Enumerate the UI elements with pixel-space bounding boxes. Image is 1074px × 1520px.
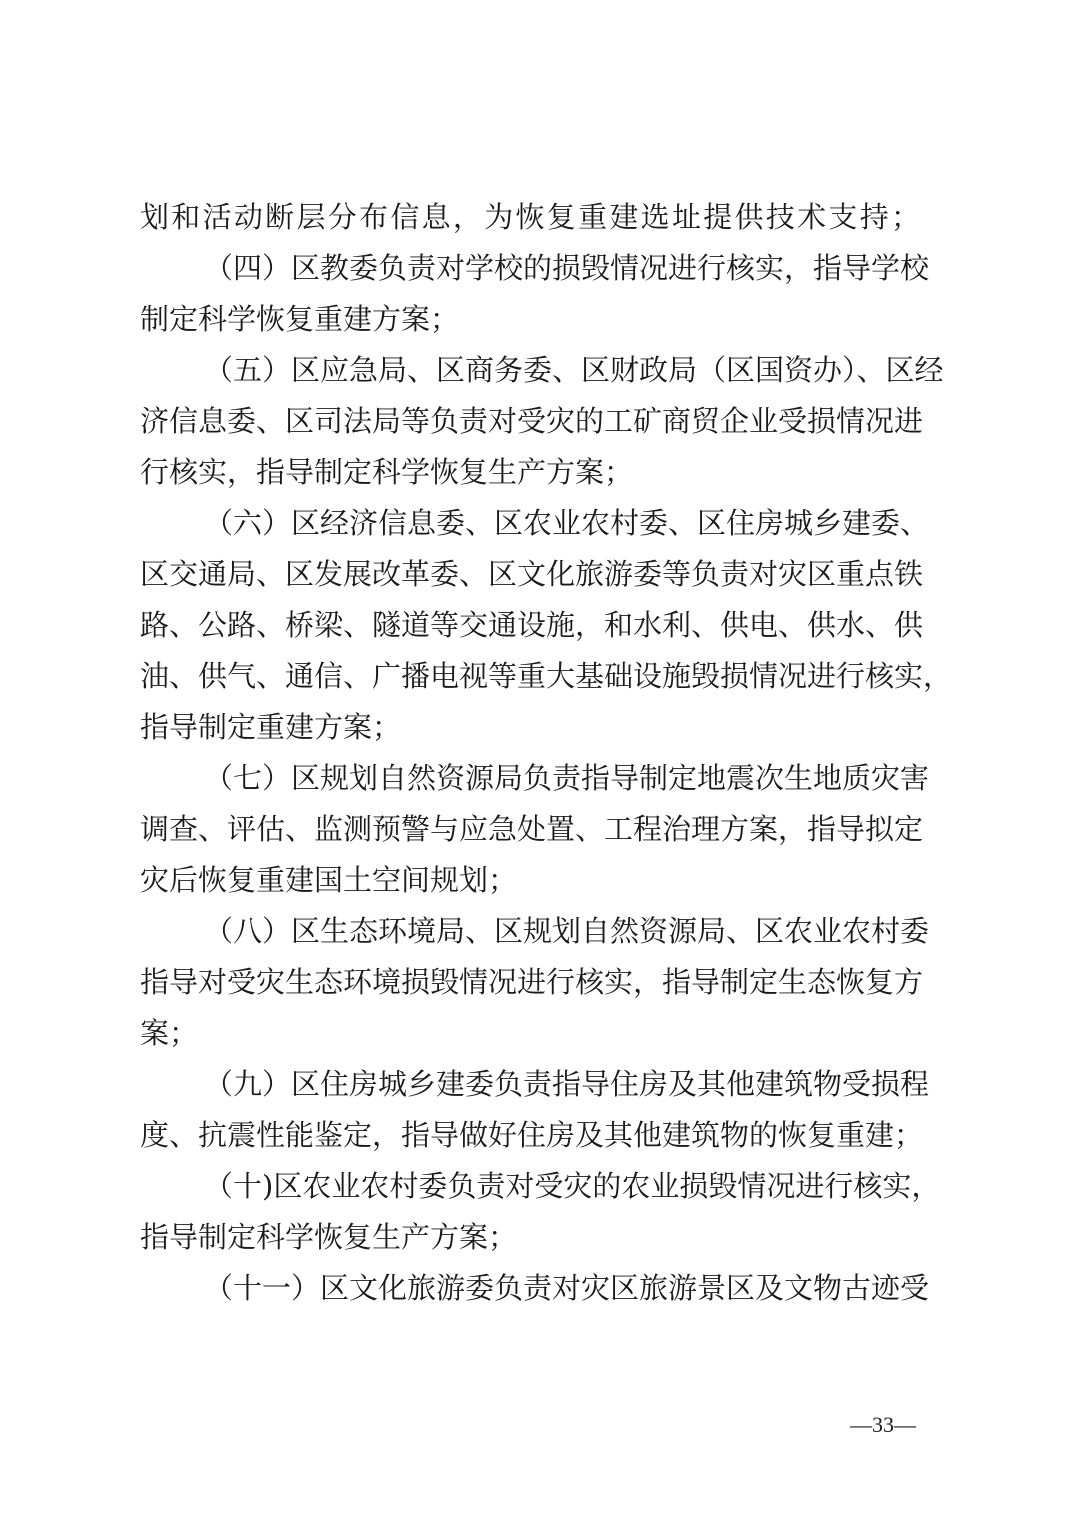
text-line: （四）区教委负责对学校的损毁情况进行核实，指导学校 bbox=[204, 251, 930, 285]
text-line: 度、抗震性能鉴定，指导做好住房及其他建筑物的恢复重建； bbox=[140, 1118, 924, 1152]
text-line: 区交通局、区发展改革委、区文化旅游委等负责对灾区重点铁 bbox=[140, 557, 924, 591]
text-line: 划和活动断层分布信息，为恢复重建选址提供技术支持； bbox=[140, 200, 920, 234]
page-number: —33— bbox=[850, 1412, 916, 1437]
text-line: （十)区农业农村委负责对受灾的农业损毁情况进行核实， bbox=[204, 1169, 941, 1203]
text-line: （五）区应急局、区商务委、区财政局（区国资办）、区经 bbox=[204, 353, 944, 387]
text-line: （十一）区文化旅游委负责对灾区旅游景区及文物古迹受 bbox=[204, 1271, 930, 1305]
text-line: 制定科学恢复重建方案； bbox=[140, 302, 460, 336]
text-line: 指导制定科学恢复生产方案； bbox=[140, 1220, 518, 1254]
text-line: 济信息委、区司法局等负责对受灾的工矿商贸企业受损情况进 bbox=[140, 404, 924, 438]
text-line: （九）区住房城乡建委负责指导住房及其他建筑物受损程 bbox=[204, 1067, 930, 1101]
text-line: 灾后恢复重建国土空间规划； bbox=[140, 863, 518, 897]
text-line: 路、公路、桥梁、隧道等交通设施，和水利、供电、供水、供 bbox=[140, 608, 924, 642]
text-line: 油、供气、通信、广播电视等重大基础设施毁损情况进行核实， bbox=[140, 659, 953, 693]
text-line: （八）区生态环境局、区规划自然资源局、区农业农村委 bbox=[204, 914, 930, 948]
text-line: （七）区规划自然资源局负责指导制定地震次生地质灾害 bbox=[204, 761, 930, 795]
text-line: 行核实，指导制定科学恢复生产方案； bbox=[140, 455, 634, 489]
text-line: （六）区经济信息委、区农业农村委、区住房城乡建委、 bbox=[204, 506, 930, 540]
text-line: 指导对受灾生态环境损毁情况进行核实，指导制定生态恢复方 bbox=[140, 965, 924, 999]
body-text bbox=[140, 192, 953, 1314]
text-line: 调查、评估、监测预警与应急处置、工程治理方案，指导拟定 bbox=[140, 812, 924, 846]
text-line: 案； bbox=[140, 1016, 199, 1050]
text-line: 指导制定重建方案； bbox=[140, 710, 402, 744]
